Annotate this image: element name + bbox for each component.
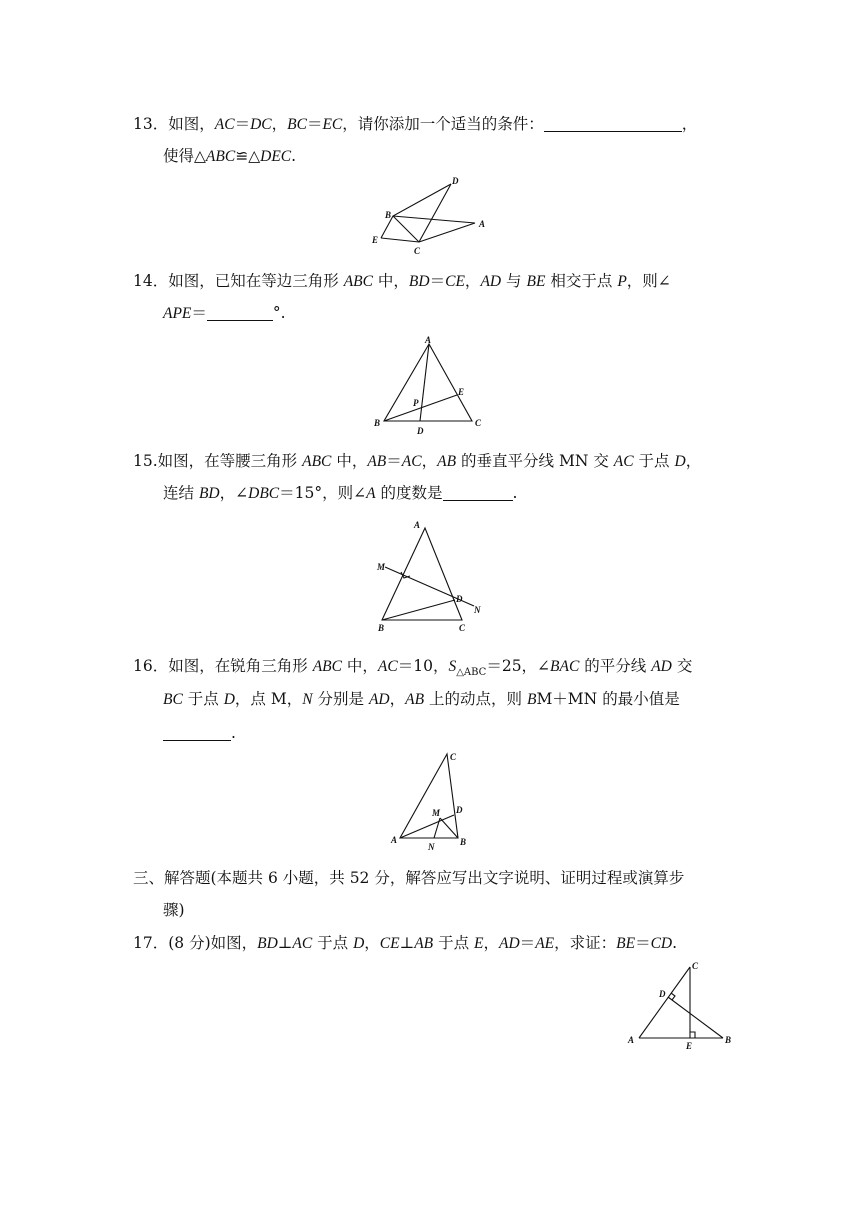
- section3-heading-line1: 三、解答题(本题共 6 小题，共 52 分，解答应写出文字说明、证明过程或演算步: [133, 869, 685, 887]
- q13-label-b: B: [385, 210, 392, 220]
- q16-label-n: N: [428, 842, 435, 852]
- q14-answer-blank[interactable]: [207, 304, 273, 321]
- q16-answer-blank[interactable]: [163, 724, 231, 741]
- q16-figure: [388, 748, 478, 854]
- q15-label-c: C: [459, 623, 466, 633]
- q16-line2: BC 于点 D，点 M，N 分别是 AD，AB 上的动点，则 BM＋MN 的最小值是: [163, 690, 680, 708]
- q13-label-e: E: [372, 235, 379, 245]
- q17-label-b: B: [725, 1035, 732, 1045]
- q17-label-d: D: [659, 989, 666, 999]
- q17-line1: 17．(8 分)如图，BD⊥AC 于点 D，CE⊥AB 于点 E，AD＝AE，求证：BE＝CD.: [133, 934, 678, 952]
- q16-line1: 16．如图，在锐角三角形 ABC 中，AC＝10，$S_{\triangle ABC}=25$，∠BAC 的平分线 AD 交: [133, 657, 693, 679]
- q17-label-e: E: [686, 1041, 693, 1051]
- q13-number: 13．: [133, 115, 169, 133]
- q17-right-angle-mark-d: [671, 993, 675, 1000]
- q14-label-c: C: [475, 418, 482, 428]
- q15-label-b: B: [378, 623, 385, 633]
- q16-line-a-d: [400, 815, 454, 838]
- q14-label-p: P: [413, 398, 419, 408]
- q17-right-angle-mark-e: [690, 1032, 695, 1038]
- q15-line2: 连结 BD，∠DBC＝15°，则∠A 的度数是 .: [163, 484, 518, 502]
- q13-label-c: C: [414, 246, 421, 256]
- q13-answer-blank[interactable]: [544, 115, 682, 132]
- q16-label-a: A: [391, 835, 398, 845]
- q13-line-b-c: [393, 216, 419, 242]
- q14-line2: APE＝ °.: [163, 304, 286, 322]
- q15-label-a: A: [414, 520, 421, 530]
- q15-label-n: N: [474, 605, 481, 615]
- q13-line1: 13．如图，AC＝DC，BC＝EC，请你添加一个适当的条件： ，: [133, 115, 698, 133]
- q14-number: 14．: [133, 272, 169, 290]
- q15-label-d: D: [456, 594, 463, 604]
- q17-label-c: C: [692, 961, 699, 971]
- q14-label-d: D: [417, 426, 424, 436]
- q15-line-b-d: [382, 600, 455, 620]
- q14-label-a: A: [425, 335, 432, 345]
- q16-line3: .: [163, 722, 236, 744]
- q13-line2: 使得△ABC≌△DEC.: [163, 147, 297, 165]
- q14-line1: 14．如图，已知在等边三角形 ABC 中，BD＝CE，AD 与 BE 相交于点 P，则∠: [133, 272, 671, 290]
- q16-label-m: M: [432, 808, 441, 818]
- q14-figure: [368, 332, 493, 440]
- q16-label-b: B: [460, 837, 467, 847]
- q15-label-m: M: [377, 562, 386, 572]
- q17-line-a-c: [639, 967, 690, 1038]
- q17-number: 17．: [133, 934, 169, 952]
- q13-line-e-c: [381, 238, 419, 242]
- q13-label-d: D: [452, 176, 459, 186]
- q15-answer-blank[interactable]: [443, 484, 513, 501]
- q16-line-m-n: [434, 818, 440, 838]
- q16-label-c: C: [450, 752, 457, 762]
- q13-line-b-a: [393, 216, 475, 223]
- q15-number: 15.: [133, 452, 158, 470]
- q13-figure: [368, 172, 493, 262]
- q13-line-e-b-d: [381, 184, 451, 238]
- q15-triangle-abc: [382, 528, 462, 620]
- q16-label-d: D: [456, 805, 463, 815]
- q14-label-e: E: [458, 387, 465, 397]
- q15-line1: 15.如图，在等腰三角形 ABC 中，AB＝AC，AB 的垂直平分线 MN 交 AC 于点 D，: [133, 452, 702, 470]
- q14-line-a-d: [420, 344, 429, 421]
- q16-number: 16．: [133, 657, 169, 675]
- q17-figure: [622, 955, 740, 1055]
- q15-figure: [368, 515, 493, 638]
- q13-label-a: A: [479, 219, 486, 229]
- q17-label-a: A: [628, 1035, 635, 1045]
- section3-heading-line2: 骤): [163, 901, 185, 919]
- q14-label-b: B: [374, 418, 381, 428]
